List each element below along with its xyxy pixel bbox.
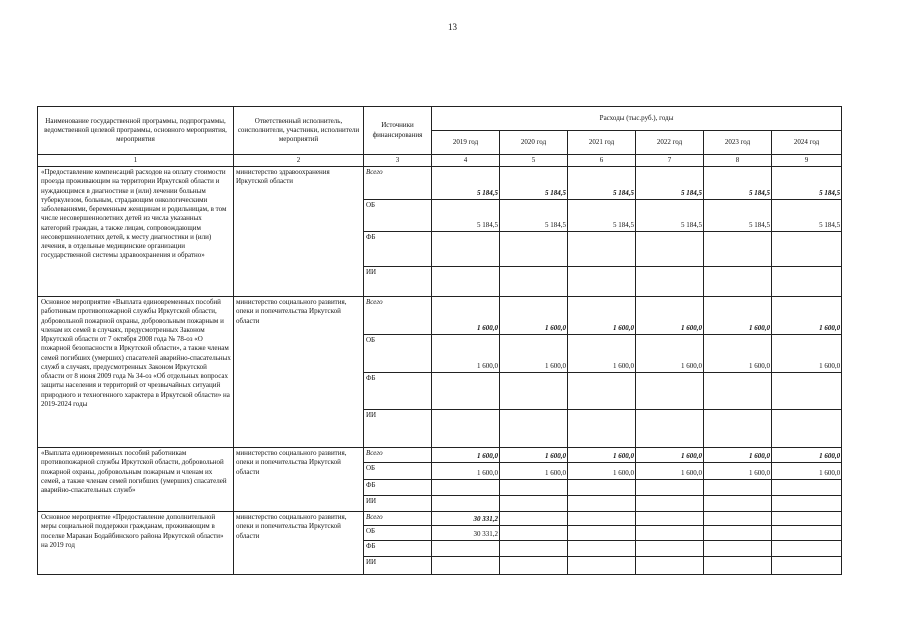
- expense-value: [568, 526, 636, 541]
- column-number: 2: [234, 155, 364, 167]
- funding-source: ИИ: [364, 410, 432, 448]
- expense-value: [500, 410, 568, 448]
- expense-value: [432, 410, 500, 448]
- expense-value: 5 184,5: [568, 167, 636, 200]
- expense-value: [704, 512, 772, 526]
- page-number: 13: [448, 22, 457, 32]
- expense-value: [568, 557, 636, 575]
- header-sources: Источники финансирования: [364, 107, 432, 155]
- responsible-executor: министерство социального развития, опеки и попечительства Иркутской области: [234, 297, 364, 448]
- expense-value: [772, 526, 842, 541]
- expense-value: 1 600,0: [432, 448, 500, 463]
- expense-value: [500, 526, 568, 541]
- table-row: [38, 167, 842, 200]
- expense-value: 1 600,0: [704, 448, 772, 463]
- expense-value: [500, 557, 568, 575]
- expense-value: 1 600,0: [432, 463, 500, 480]
- header-year: 2019 год: [432, 131, 500, 155]
- header-year: 2020 год: [500, 131, 568, 155]
- header-expenses: Расходы (тыс.руб.), годы: [432, 107, 842, 131]
- expense-value: [772, 410, 842, 448]
- header-year: 2023 год: [704, 131, 772, 155]
- funding-source: ИИ: [364, 557, 432, 575]
- measure-name: «Предоставление компенсаций расходов на оплату стоимости проезда проживающим на территории Иркутской области и нуждающимся в диагностике и (или) лечении больным туберкулезом, больным, страдающим онкологическими заболеваниями, беременным женщинам и родильницам, в том числе несовершеннолетних детей из числа указанных категорий граждан, а также лицам, сопровождающим несовершеннолетних детей, к месту диагностики и (или) лечения, в отдельные медицинские организации государственной системы здравоохранения и обратно»: [38, 167, 234, 297]
- funding-source: Всего: [364, 297, 432, 335]
- expense-value: [636, 496, 704, 512]
- expense-value: 1 600,0: [568, 297, 636, 335]
- responsible-executor: министерство здравоохранения Иркутской области: [234, 167, 364, 297]
- column-number: 9: [772, 155, 842, 167]
- column-number: 3: [364, 155, 432, 167]
- column-number: 7: [636, 155, 704, 167]
- expense-value: 1 600,0: [568, 463, 636, 480]
- expense-value: [772, 496, 842, 512]
- expense-value: 1 600,0: [772, 297, 842, 335]
- header-year: 2021 год: [568, 131, 636, 155]
- expense-value: 1 600,0: [500, 448, 568, 463]
- funding-source: ИИ: [364, 267, 432, 297]
- column-number: 6: [568, 155, 636, 167]
- expense-value: 5 184,5: [432, 167, 500, 200]
- measure-name: Основное мероприятие «Предоставление дополнительной меры социальной поддержки гражданам, проживающим в поселке Маракан Бодайбинского района Иркутской области» на 2019 год: [38, 512, 234, 575]
- expense-value: 1 600,0: [772, 463, 842, 480]
- expense-value: 5 184,5: [772, 200, 842, 232]
- expense-value: [500, 541, 568, 557]
- expense-value: [772, 541, 842, 557]
- expense-value: [772, 557, 842, 575]
- responsible-executor: министерство социального развития, опеки и попечительства Иркутской области: [234, 448, 364, 512]
- expense-value: 1 600,0: [772, 335, 842, 373]
- expenses-table: [37, 106, 842, 575]
- expense-value: 5 184,5: [636, 167, 704, 200]
- expense-value: [772, 232, 842, 267]
- expense-value: 1 600,0: [500, 297, 568, 335]
- column-number: 4: [432, 155, 500, 167]
- table-row: [38, 512, 842, 526]
- expense-value: 5 184,5: [500, 167, 568, 200]
- funding-source: ОБ: [364, 200, 432, 232]
- expense-value: [568, 496, 636, 512]
- funding-source: ФБ: [364, 480, 432, 496]
- expense-value: 5 184,5: [772, 167, 842, 200]
- expense-value: [636, 410, 704, 448]
- funding-source: Всего: [364, 512, 432, 526]
- table-row: [38, 297, 842, 335]
- expense-value: [432, 541, 500, 557]
- expense-value: [704, 410, 772, 448]
- funding-source: ФБ: [364, 232, 432, 267]
- expense-value: 1 600,0: [568, 448, 636, 463]
- expense-value: 5 184,5: [704, 200, 772, 232]
- expense-value: 1 600,0: [704, 335, 772, 373]
- header-year: 2024 год: [772, 131, 842, 155]
- funding-source: ФБ: [364, 541, 432, 557]
- expense-value: [568, 232, 636, 267]
- expense-value: 1 600,0: [568, 335, 636, 373]
- expense-value: 1 600,0: [500, 463, 568, 480]
- expense-value: [772, 267, 842, 297]
- expense-value: 1 600,0: [636, 335, 704, 373]
- expense-value: [568, 480, 636, 496]
- table-body: [38, 167, 842, 575]
- expense-value: [772, 512, 842, 526]
- expense-value: 5 184,5: [568, 200, 636, 232]
- header-responsible: Ответственный исполнитель, соисполнители, участники, исполнители мероприятий: [234, 107, 364, 155]
- expense-value: 1 600,0: [432, 297, 500, 335]
- expense-value: [704, 541, 772, 557]
- expense-value: [636, 541, 704, 557]
- funding-source: Всего: [364, 448, 432, 463]
- expense-value: 5 184,5: [704, 167, 772, 200]
- expense-value: 1 600,0: [432, 335, 500, 373]
- funding-source: Всего: [364, 167, 432, 200]
- expense-value: 1 600,0: [636, 463, 704, 480]
- expense-value: [500, 480, 568, 496]
- header-year: 2022 год: [636, 131, 704, 155]
- table-row: [38, 448, 842, 463]
- funding-source: ОБ: [364, 335, 432, 373]
- expense-value: [500, 267, 568, 297]
- expense-value: 5 184,5: [636, 200, 704, 232]
- expense-value: [636, 480, 704, 496]
- funding-source: ИИ: [364, 496, 432, 512]
- expense-value: [500, 512, 568, 526]
- expense-value: [636, 267, 704, 297]
- expense-value: [568, 373, 636, 410]
- header-name: Наименование государственной программы, подпрограммы, ведомственной целевой программы, основного мероприятия, мероприятия: [38, 107, 234, 155]
- expense-value: [636, 526, 704, 541]
- responsible-executor: министерство социального развития, опеки и попечительства Иркутской области: [234, 512, 364, 575]
- expense-value: [772, 480, 842, 496]
- expense-value: [704, 267, 772, 297]
- column-number: 8: [704, 155, 772, 167]
- expense-value: 1 600,0: [636, 297, 704, 335]
- expense-value: [500, 232, 568, 267]
- expense-value: 1 600,0: [704, 297, 772, 335]
- expense-value: [432, 267, 500, 297]
- expense-value: [636, 512, 704, 526]
- expense-value: [704, 480, 772, 496]
- expense-value: [636, 232, 704, 267]
- funding-source: ОБ: [364, 463, 432, 480]
- expense-value: [704, 373, 772, 410]
- measure-name: Основное мероприятие «Выплата единовременных пособий работникам противопожарной службы Иркутской области, добровольной пожарной охраны, добровольным пожарным и членам их семей в случаях, предусмотренных Законом Иркутской области от 7 октября 2008 года № 78-оз «О пожарной безопасности в Иркутской области», а также членам семей погибших (умерших) спасателей аварийно-спасательных служб в случаях, предусмотренных Законом Иркутской области от 8 июня 2009 года № 34-оз «Об отдельных вопросах защиты населения и территорий от чрезвычайных ситуаций природного и техногенного характера в Иркутской области» на 2019-2024 годы: [38, 297, 234, 448]
- expense-value: [432, 373, 500, 410]
- expense-value: [568, 512, 636, 526]
- funding-source: ФБ: [364, 373, 432, 410]
- expense-value: 30 331,2: [432, 512, 500, 526]
- expense-value: [432, 557, 500, 575]
- expense-value: [432, 496, 500, 512]
- expense-value: [432, 232, 500, 267]
- expense-value: 5 184,5: [432, 200, 500, 232]
- expense-value: [568, 267, 636, 297]
- expense-value: [704, 526, 772, 541]
- expense-value: [636, 373, 704, 410]
- expense-value: 1 600,0: [636, 448, 704, 463]
- expense-value: 30 331,2: [432, 526, 500, 541]
- expense-value: [500, 496, 568, 512]
- expense-value: [432, 480, 500, 496]
- expense-value: 1 600,0: [500, 335, 568, 373]
- expense-value: [636, 557, 704, 575]
- column-number: 5: [500, 155, 568, 167]
- funding-source: ОБ: [364, 526, 432, 541]
- measure-name: «Выплата единовременных пособий работникам противопожарной службы Иркутской области, добровольной пожарной охраны, добровольным пожарным и членам их семей, а также членам семей погибших (умерших) спасателей аварийно-спасательных служб»: [38, 448, 234, 512]
- expense-value: [500, 373, 568, 410]
- expense-value: 1 600,0: [772, 448, 842, 463]
- expense-value: [568, 541, 636, 557]
- expense-value: [704, 557, 772, 575]
- expense-value: [704, 496, 772, 512]
- column-number: 1: [38, 155, 234, 167]
- expense-value: 5 184,5: [500, 200, 568, 232]
- expense-value: [568, 410, 636, 448]
- expense-value: 1 600,0: [704, 463, 772, 480]
- expense-value: [704, 232, 772, 267]
- expense-value: [772, 373, 842, 410]
